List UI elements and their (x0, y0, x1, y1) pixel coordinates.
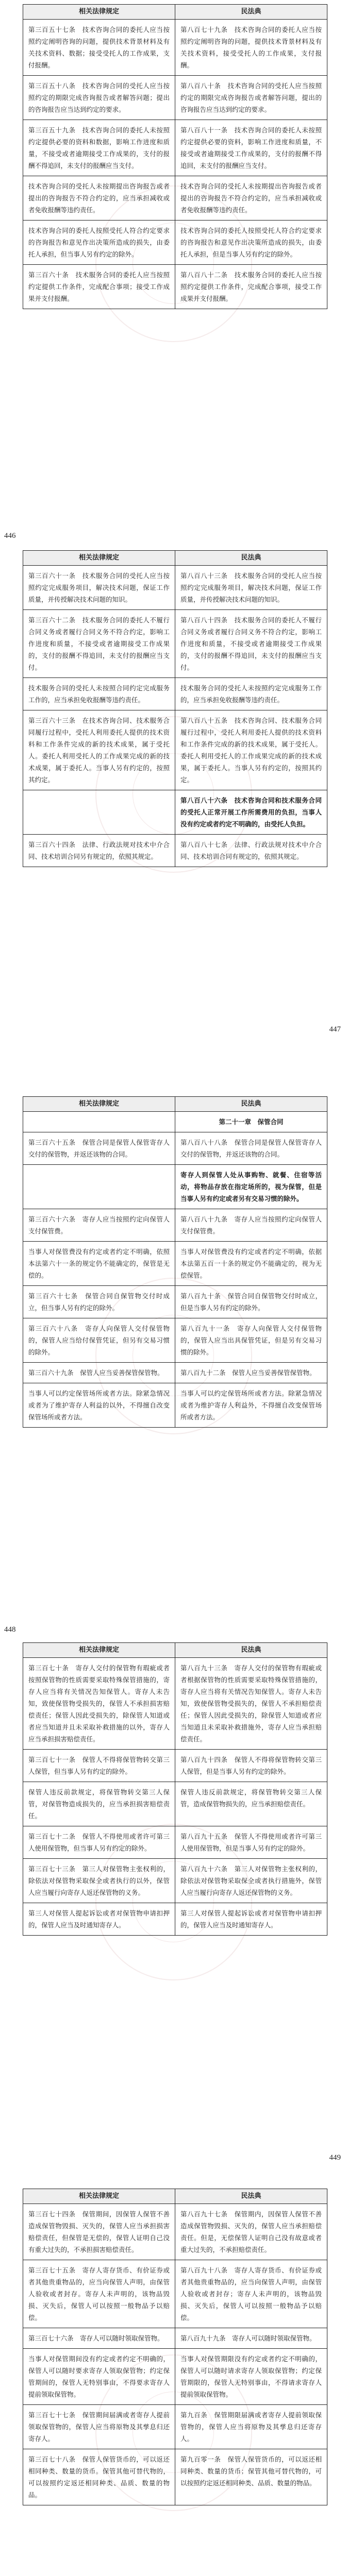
comparison-table (23, 4, 327, 309)
right-cell: 技术服务合同的受托人未按照约定完成服务工作的，应当承担免收报酬等违约责任。 (175, 678, 327, 710)
right-cell: 第八百九十五条 保管人不得使用或者许可第三人使用保管物，但是当事人另有约定的除外。 (175, 1826, 327, 1859)
table-row (23, 1286, 327, 1318)
page-number: 446 (4, 532, 16, 540)
table-row (23, 20, 327, 76)
right-cell: 当事人可以约定保管场所或者方法。除紧急情况或者为维护寄存人利益外，不得擅自改变保管场所或者方法。 (175, 1383, 327, 1428)
right-cell: 当事人对保管期限没有约定或者约定不明确的，保管人可以随时请求寄存人领取保管物；约定保管期限的，保管人无特别事由，不得请求寄存人提前领取保管物。 (175, 2349, 327, 2405)
column-header-left: 相关法律规定 (23, 551, 175, 566)
left-cell: 第三百七十条 寄存人交付的保管物有瑕疵或者按照保管物的性质需要采取特殊保管措施的，寄存人应当将有关情况告知保管人。寄存人未告知，致使保管物受损失的，保管人不承担损害赔偿责任；保管人因此受损失的，除保管人知道或者应当知道并且未采取补救措施的以外，寄存人应当承担损害赔偿责任。 (23, 1658, 175, 1750)
table-header-row (23, 551, 327, 566)
column-header-right: 民法典 (175, 1097, 327, 1112)
table-row (23, 2260, 327, 2328)
right-cell: 第八百七十九条 技术咨询合同的委托人应当按照约定阐明咨询的问题，提供技术背景材料及有关技术资料，接受受托人的工作成果，支付报酬。 (175, 20, 327, 76)
page-450 (0, 2184, 347, 2576)
table-header-row (23, 1643, 327, 1658)
table-row (23, 710, 327, 790)
left-cell: 第三百六十六条 寄存人应当按照约定向保管人支付保管费。 (23, 1209, 175, 1242)
column-header-right: 民法典 (175, 1643, 327, 1658)
right-cell: 第八百八十九条 寄存人应当按照约定向保管人支付保管费。 (175, 1209, 327, 1242)
table-row (23, 1658, 327, 1750)
right-cell: 第九百条 保管期限届满或者寄存人提前领取保管物的，保管人应当将原物及其孳息归还寄存人。 (175, 2405, 327, 2449)
column-header-left: 相关法律规定 (23, 2189, 175, 2204)
right-cell: 第八百九十二条 保管人应当妥善保管保管物。 (175, 1363, 327, 1383)
left-cell: 第三百五十七条 技术咨询合同的委托人应当按照约定阐明咨询的问题，提供技术背景材料及有关技术资料、数据；接受受托人的工作成果，支付报酬。 (23, 20, 175, 76)
table-row (23, 1132, 327, 1165)
right-cell: 保管人违反前款规定，将保管物转交第三人保管，造成保管物损失的，应当承担赔偿责任。 (175, 1782, 327, 1826)
left-cell: 第三百七十一条 保管人不得将保管物转交第三人保管，但当事人另有约定的除外。 (23, 1750, 175, 1782)
page-448 (0, 1092, 347, 1638)
left-cell: 第三百六十四条 法律、行政法规对技术中介合同、技术培训合同另有规定的，依照其规定。 (23, 835, 175, 867)
right-cell: 第八百九十一条 寄存人向保管人交付保管物的，保管人应当出具保管凭证，但是另有交易习惯的除外。 (175, 1318, 327, 1363)
right-cell-new-paragraph: 寄存人到保管人处从事购物、就餐、住宿等活动，将物品存放在指定场所的，视为保管，但是当事人另有约定或者另有交易习惯的除外。 (175, 1165, 327, 1209)
left-cell: 第三百五十八条 技术咨询合同的受托人应当按照约定的期限完成咨询报告或者解答问题；提出的咨询报告应当达到约定的要求。 (23, 76, 175, 120)
right-cell: 当事人对保管费没有约定或者约定不明确，依据本法第五百一十条的规定仍不能确定的，视为无偿保管。 (175, 1242, 327, 1286)
right-cell: 第八百八十八条 保管合同是保管人保管寄存人交付的保管物，并返还该物的合同。 (175, 1132, 327, 1165)
right-cell: 第八百八十条 技术咨询合同的受托人应当按照约定的期限完成咨询报告或者解答问题，提出的咨询报告应当达到约定的要求。 (175, 76, 327, 120)
table-row (23, 265, 327, 309)
left-cell: 当事人对保管期间没有约定或者约定不明确的，保管人可以随时要求寄存人领取保管物；约定保管期间的，保管人无特别事由，不得要求寄存人提前领取保管物。 (23, 2349, 175, 2405)
page-number: 449 (329, 2154, 341, 2162)
column-header-left: 相关法律规定 (23, 1097, 175, 1112)
left-cell: 第三百七十三条 第三人对保管物主张权利的，除依法对保管物采取保全或者执行的以外，保管人应当履行向寄存人返还保管物的义务。 (23, 1859, 175, 1903)
page-446 (0, 0, 347, 546)
table-row (23, 2449, 327, 2505)
right-cell: 技术咨询合同的受托人未按期提出咨询报告或者提出的咨询报告不符合约定的，应当承担减收或者免收报酬等违约责任。 (175, 176, 327, 221)
table-row (23, 1242, 327, 1286)
comparison-table (23, 1642, 327, 1936)
table-row (23, 1750, 327, 1782)
table-header-row (23, 5, 327, 20)
left-cell: 技术咨询合同的委托人按照受托人符合约定要求的咨询报告和意见作出决策所造成的损失，由委托人承担，但当事人另有约定的除外。 (23, 221, 175, 265)
column-header-right: 民法典 (175, 551, 327, 566)
section-row (23, 1112, 327, 1132)
column-header-right: 民法典 (175, 2189, 327, 2204)
left-cell: 第三百六十九条 保管人应当妥善保管保管物。 (23, 1363, 175, 1383)
left-cell: 第三百六十条 技术服务合同的委托人应当按照约定提供工作条件，完成配合事项；接受工作成果并支付报酬。 (23, 265, 175, 309)
column-header-left: 相关法律规定 (23, 1643, 175, 1658)
page-449 (0, 1638, 347, 2184)
comparison-table (23, 2189, 327, 2505)
right-cell: 第八百九十六条 第三人对保管物主张权利的，除依法对保管物采取保全或者执行措施外，保管人应当履行向寄存人返还保管物的义务。 (175, 1859, 327, 1903)
left-cell: 第三百六十七条 保管合同自保管物交付时成立，但当事人另有约定的除外。 (23, 1286, 175, 1318)
table-row (23, 1826, 327, 1859)
table-row (23, 790, 327, 835)
left-cell: 第三百六十一条 技术服务合同的受托人应当按照约定完成服务项目，解决技术问题，保证工作质量，并传授解决技术问题的知识。 (23, 566, 175, 610)
table-header-row (23, 1097, 327, 1112)
left-cell: 第三人对保管人提起诉讼或者对保管物申请扣押的，保管人应当及时通知寄存人。 (23, 1903, 175, 1936)
table-row (23, 2405, 327, 2449)
right-cell: 第八百八十四条 技术服务合同的委托人不履行合同义务或者履行合同义务不符合约定，影响工作进度和质量，不接受或者逾期接受工作成果的，支付的报酬不得追回，未支付的报酬应当支付。 (175, 610, 327, 678)
table-row (23, 610, 327, 678)
left-cell: 第三百六十二条 技术服务合同的委托人不履行合同义务或者履行合同义务不符合约定，影响工作进度和质量，不接受或者逾期接受工作成果的，支付的报酬不得追回，未支付的报酬应当支付。 (23, 610, 175, 678)
left-cell: 第三百七十五条 寄存人寄存货币、有价证券或者其他贵重物品的，应当向保管人声明，由保管人验收或者封存。寄存人未声明的，该物品毁损、灭失后，保管人可以按照一般物品予以赔偿。 (23, 2260, 175, 2328)
left-cell: 第三百七十二条 保管人不得使用或者许可第三人使用保管物，但当事人另有约定的除外。 (23, 1826, 175, 1859)
table-row (23, 835, 327, 867)
left-cell: 技术服务合同的受托人未按照合同约定完成服务工作的，应当承担免收报酬等违约责任。 (23, 678, 175, 710)
right-cell: 第八百八十七条 法律、行政法规对技术中介合同、技术培训合同有规定的，依照其规定。 (175, 835, 327, 867)
table-row (23, 176, 327, 221)
right-cell: 第三人对保管人提起诉讼或者对保管物申请扣押的，保管人应当及时通知寄存人。 (175, 1903, 327, 1936)
page-number: 447 (329, 1025, 341, 1033)
left-cell: 第三百六十三条 在技术咨询合同、技术服务合同履行过程中，受托人利用委托人提供的技术资料和工作条件完成的新的技术成果，属于受托人。委托人利用受托人的工作成果完成的新的技术成果，属于委托人。当事人另有约定的，按照其约定。 (23, 710, 175, 790)
table-row (23, 1318, 327, 1363)
table-row (23, 2328, 327, 2349)
right-cell: 第八百九十三条 寄存人交付的保管物有瑕疵或者根据保管物的性质需要采取特殊保管措施的，寄存人应当将有关情况告知保管人。寄存人未告知，致使保管物受损失的，保管人不承担赔偿责任；保管人因此受损失的，除保管人知道或者应当知道且未采取补救措施外，寄存人应当承担赔偿责任。 (175, 1658, 327, 1750)
table-row (23, 120, 327, 176)
table-row (23, 566, 327, 610)
left-cell: 第三百七十六条 寄存人可以随时领取保管物。 (23, 2328, 175, 2349)
right-cell: 第八百八十三条 技术服务合同的受托人应当按照约定完成服务项目，解决技术问题，保证工作质量，并传授解决技术问题的知识。 (175, 566, 327, 610)
right-cell: 第八百九十七条 保管期内，因保管人保管不善造成保管物毁损、灭失的，保管人应当承担赔偿责任。但是，无偿保管人证明自己没有故意或者重大过失的，不承担赔偿责任。 (175, 2204, 327, 2260)
left-cell: 第三百六十五条 保管合同是保管人保管寄存人交付的保管物，并返还该物的合同。 (23, 1132, 175, 1165)
right-cell: 第八百九十九条 寄存人可以随时领取保管物。 (175, 2328, 327, 2349)
table-header-row (23, 2189, 327, 2204)
table-row (23, 678, 327, 710)
table-row (23, 1363, 327, 1383)
table-row (23, 1165, 327, 1209)
table-row (23, 76, 327, 120)
left-cell: 当事人可以约定保管场所或者方法。除紧急情况或者为了维护寄存人利益的以外，不得擅自改变保管场所或者方法。 (23, 1383, 175, 1428)
left-cell: 第三百六十八条 寄存人向保管人交付保管物的，保管人应当给付保管凭证，但另有交易习惯的除外。 (23, 1318, 175, 1363)
page-447 (0, 546, 347, 1092)
left-cell: 当事人对保管费没有约定或者约定不明确，依照本法第六十一条的规定仍不能确定的，保管是无偿的。 (23, 1242, 175, 1286)
left-cell: 第三百五十九条 技术咨询合同的委托人未按照约定提供必要的资料和数据，影响工作进度和质量，不接受或者逾期接受工作成果的，支付的报酬不得追回，未支付的报酬应当支付。 (23, 120, 175, 176)
left-cell: 第三百七十四条 保管期间，因保管人保管不善造成保管物毁损、灭失的，保管人应当承担损害赔偿责任，但保管是无偿的，保管人证明自己没有重大过失的，不承担损害赔偿责任。 (23, 2204, 175, 2260)
table-row (23, 1209, 327, 1242)
right-cell: 第八百八十一条 技术咨询合同的委托人未按照约定提供必要的资料，影响工作进度和质量，不接受或者逾期接受工作成果的，支付的报酬不得追回，未支付的报酬应当支付。 (175, 120, 327, 176)
right-cell: 技术咨询合同的委托人按照受托人符合约定要求的咨询报告和意见作出决策所造成的损失，由委托人承担，但是当事人另有约定的除外。 (175, 221, 327, 265)
table-row (23, 1782, 327, 1826)
right-cell: 第八百八十五条 技术咨询合同、技术服务合同履行过程中，受托人利用委托人提供的技术资料和工作条件完成的新的技术成果，属于受托人。委托人利用受托人的工作成果完成的新的技术成果，属于委托人。当事人另有约定的，按照其约定。 (175, 710, 327, 790)
left-cell-empty (23, 1112, 175, 1132)
left-cell-empty (23, 1165, 175, 1209)
comparison-table (23, 550, 327, 867)
right-cell: 第八百九十条 保管合同自保管物交付时成立，但是当事人另有约定的除外。 (175, 1286, 327, 1318)
left-cell: 第三百七十七条 保管期间届满或者寄存人提前领取保管物的，保管人应当将原物及其孳息归还寄存人。 (23, 2405, 175, 2449)
column-header-right: 民法典 (175, 5, 327, 20)
left-cell: 保管人违反前款规定，将保管物转交第三人保管，对保管物造成损失的，应当承担损害赔偿责任。 (23, 1782, 175, 1826)
table-row (23, 221, 327, 265)
comparison-table (23, 1096, 327, 1428)
right-cell: 第八百八十二条 技术服务合同的委托人应当按照约定提供工作条件，完成配合事项，接受工作成果并支付报酬。 (175, 265, 327, 309)
left-cell-empty (23, 790, 175, 835)
column-header-left: 相关法律规定 (23, 5, 175, 20)
table-row (23, 1903, 327, 1936)
table-row (23, 1859, 327, 1903)
right-cell: 第九百零一条 保管人保管货币的，可以返还相同种类、数量的货币；保管其他可替代物的，可以按照约定返还相同种类、品质、数量的物品。 (175, 2449, 327, 2505)
right-cell: 第八百九十八条 寄存人寄存货币、有价证券或者其他贵重物品的，应当向保管人声明，由保管人验收或者封存；寄存人未声明的，该物品毁损、灭失后，保管人可以按照一般物品予以赔偿。 (175, 2260, 327, 2328)
section-title: 第二十一章 保管合同 (175, 1112, 327, 1132)
left-cell: 技术咨询合同的受托人未按期提出咨询报告或者提出的咨询报告不符合约定的，应当承担减收或者免收报酬等违约责任。 (23, 176, 175, 221)
right-cell: 第八百九十四条 保管人不得将保管物转交第三人保管，但是当事人另有约定的除外。 (175, 1750, 327, 1782)
left-cell: 第三百七十八条 保管人保管货币的，可以返还相同种类、数量的货币。保管其他可替代物的，可以按照约定返还相同种类、品质、数量的物品。 (23, 2449, 175, 2505)
right-cell-new-article: 第八百八十六条 技术咨询合同和技术服务合同的受托人正常开展工作所需费用的负担，当事人没有约定或者约定不明确的，由受托人负担。 (175, 790, 327, 835)
table-row (23, 2349, 327, 2405)
table-row (23, 2204, 327, 2260)
table-row (23, 1383, 327, 1428)
page-number: 448 (4, 1625, 16, 1634)
